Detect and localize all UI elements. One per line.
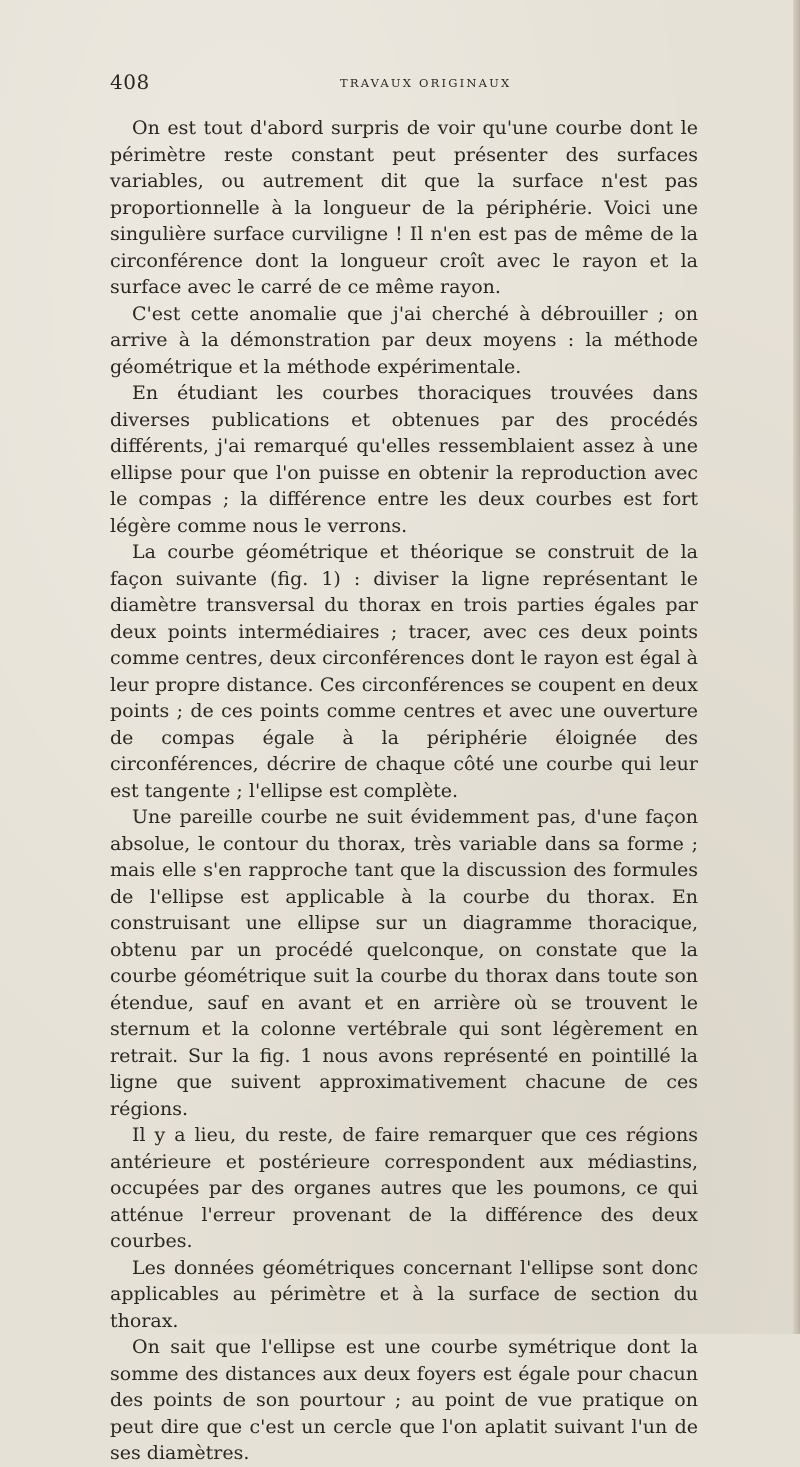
body-text [110, 115, 698, 1467]
paragraph: C'est cette anomalie que j'ai cherché à débrouiller ; on arrive à la démonstration par deux moyens : la méthode géométrique et la méthode expérimentale. [110, 302, 698, 378]
paragraph: En étudiant les courbes thoraciques trouvées dans diverses publications et obtenues par des procédés différents, j'ai remarqué qu'elles ressemblaient assez à une ellipse pour que l'on puisse en obtenir la reproduction avec le compas ; la différence entre les deux courbes est fort légère comme nous le verrons. [110, 382, 698, 537]
page-number: 408 [110, 70, 150, 94]
page-edge [793, 0, 800, 1334]
paragraph: La courbe géométrique et théorique se construit de la façon suivante (fig. 1) : diviser la ligne représentant le diamètre transversal du thorax en trois parties égales par deux points intermédiaires ; tracer, avec ces deux points comme centres, deux circonférences dont le rayon est égal à leur propre distance. Ces circonférences se coupent en deux points ; de ces points comme centres et avec une ouverture de compas égale à la périphérie éloignée des circonférences, décrire de chaque côté une courbe qui leur est tangente ; l'ellipse est complète. [110, 541, 698, 802]
paragraph: Une pareille courbe ne suit évidemment pas, d'une façon absolue, le contour du thorax, très variable dans sa forme ; mais elle s'en rapproche tant que la discussion des formules de l'ellipse est applicable à la courbe du thorax. En construisant une ellipse sur un diagramme thoracique, obtenu par un procédé quelconque, on constate que la courbe géométrique suit la courbe du thorax dans toute son étendue, sauf en avant et en arrière où se trouvent le sternum et la colonne vertébrale qui sont légèrement en retrait. Sur la fig. 1 nous avons représenté en pointillé la ligne que suivent approximativement chacune de ces régions. [110, 806, 698, 1120]
paragraph: On est tout d'abord surpris de voir qu'une courbe dont le périmètre reste constant peut présenter des surfaces variables, ou autrement dit que la surface n'est pas proportionnelle à la longueur de la périphérie. Voici une singulière surface curviligne ! Il n'en est pas de même de la circonférence dont la longueur croît avec le rayon et la surface avec le carré de ce même rayon. [110, 117, 698, 298]
paragraph: Les données géométriques concernant l'ellipse sont donc applicables au périmètre et à la surface de section du thorax. [110, 1256, 698, 1332]
page-header [110, 70, 698, 94]
paragraph: Il y a lieu, du reste, de faire remarquer que ces régions antérieure et postérieure correspondent aux médiastins, occupées par des organes autres que les poumons, ce qui atténue l'erreur provenant de la différence des deux courbes. [110, 1124, 698, 1252]
paragraph: On sait que l'ellipse est une courbe symétrique dont la somme des distances aux deux foyers est égale pour chacun des points de son pourtour ; au point de vue pratique on peut dire que c'est un cercle que l'on aplatit suivant l'un de ses diamètres. [110, 1336, 698, 1464]
running-title: TRAVAUX ORIGINAUX [340, 76, 512, 90]
